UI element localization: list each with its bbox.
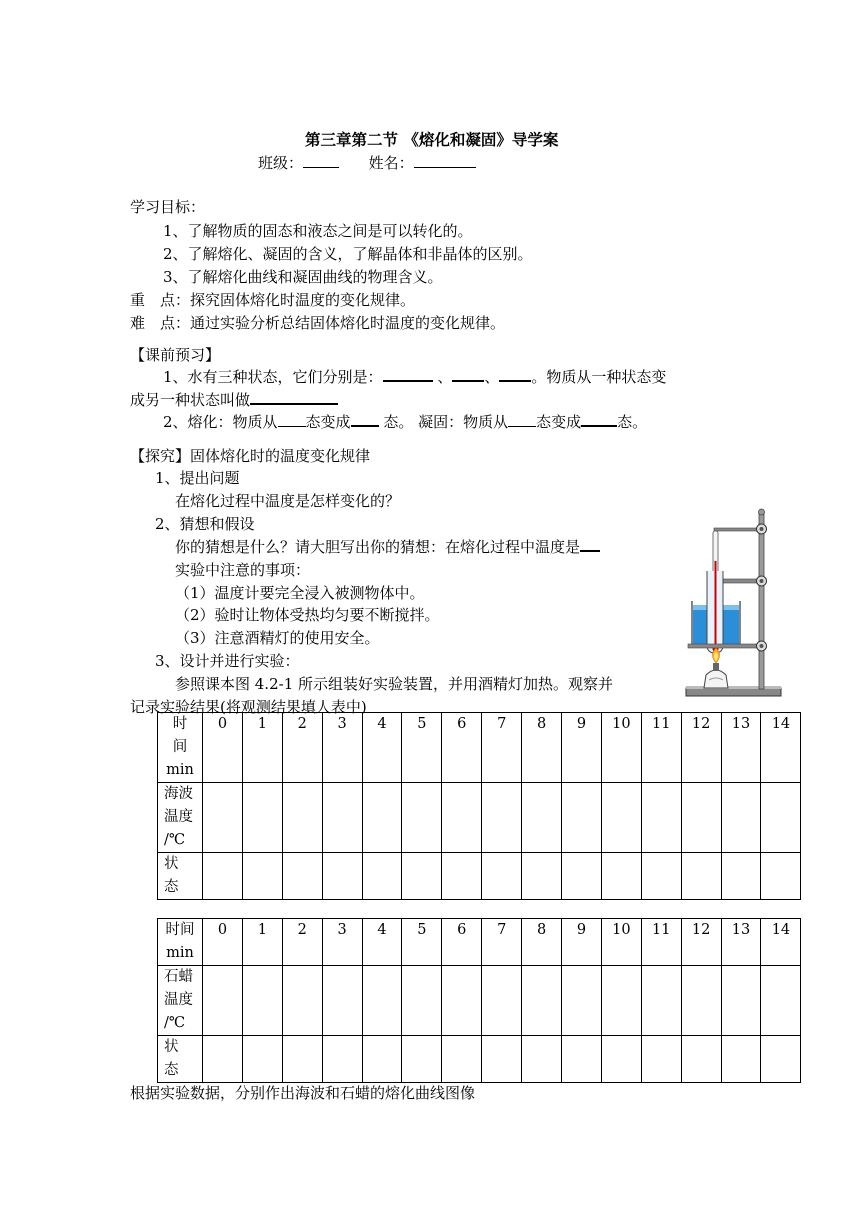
temp-input-cell[interactable] — [601, 783, 641, 853]
time-col-header: 13 — [721, 713, 761, 783]
state-input-cell[interactable] — [442, 1036, 482, 1083]
time-col-header: 9 — [562, 919, 602, 966]
state-input-cell[interactable] — [482, 1036, 522, 1083]
inquiry-step-2: 2、猜想和假设 — [155, 515, 255, 533]
preview-q1-text: 。物质从一种状态变 — [531, 368, 667, 386]
time-col-header: 9 — [562, 713, 602, 783]
paraffin-data-table — [157, 918, 801, 1083]
preview-q2-text: 态变成 — [536, 413, 582, 431]
temp-input-cell[interactable] — [362, 783, 402, 853]
state-input-cell[interactable] — [721, 1036, 761, 1083]
state-input-cell[interactable] — [562, 853, 602, 900]
table-row — [158, 783, 801, 853]
state-input-cell[interactable] — [203, 853, 243, 900]
inquiry-step-1-text: 在熔化过程中温度是怎样变化的？ — [175, 492, 401, 510]
table-row — [158, 919, 801, 966]
temp-input-cell[interactable] — [761, 966, 801, 1036]
difficulty-point: 难 点：通过实验分析总结固体熔化时温度的变化规律。 — [130, 314, 506, 332]
temp-input-cell[interactable] — [402, 966, 442, 1036]
table-row — [158, 853, 801, 900]
time-col-header: 8 — [522, 919, 562, 966]
state-input-cell[interactable] — [482, 853, 522, 900]
footer-instruction: 根据实验数据，分别作出海波和石蜡的熔化曲线图像 — [130, 1084, 476, 1102]
temp-input-cell[interactable] — [282, 783, 322, 853]
temp-input-cell[interactable] — [322, 966, 362, 1036]
notes-heading: 实验中注意的事项： — [175, 561, 311, 579]
table-row — [158, 966, 801, 1036]
temp-input-cell[interactable] — [761, 783, 801, 853]
guess-text: 你的猜想是什么？请大胆写出你的猜想：在熔化过程中温度是 — [175, 538, 581, 556]
state-input-cell[interactable] — [721, 853, 761, 900]
state-input-cell[interactable] — [442, 853, 482, 900]
temp-input-cell[interactable] — [203, 966, 243, 1036]
state-header-cell: 状 态 — [158, 1036, 203, 1083]
class-blank[interactable] — [303, 153, 339, 168]
time-col-header: 6 — [442, 919, 482, 966]
key-point: 重 点：探究固体熔化时温度的变化规律。 — [130, 291, 416, 309]
temp-input-cell[interactable] — [402, 783, 442, 853]
inquiry-step-3-text: 参照课本图 4.2-1 所示组装好实验装置，并用酒精灯加热。观察并 — [175, 675, 614, 693]
inquiry-step-2-text — [175, 536, 600, 557]
state-input-cell[interactable] — [681, 1036, 721, 1083]
temp-input-cell[interactable] — [721, 966, 761, 1036]
inquiry-step-3: 3、设计并进行实验： — [155, 652, 300, 670]
inquiry-heading: 【探究】固体熔化时的温度变化规律 — [130, 447, 371, 465]
state-input-cell[interactable] — [601, 1036, 641, 1083]
time-col-header: 4 — [362, 713, 402, 783]
time-col-header: 13 — [721, 919, 761, 966]
temp-header-cell: 石蜡 温度 /℃ — [158, 966, 203, 1036]
state-input-cell[interactable] — [362, 853, 402, 900]
state-input-cell[interactable] — [522, 1036, 562, 1083]
state-input-cell[interactable] — [402, 853, 442, 900]
preview-q2-text: 态。 凝固：物质从 — [378, 413, 509, 431]
objective-item: 3、了解熔化曲线和凝固曲线的物理含义。 — [163, 268, 443, 286]
time-col-header: 11 — [641, 713, 681, 783]
time-col-header: 7 — [482, 919, 522, 966]
temp-input-cell[interactable] — [641, 966, 681, 1036]
time-col-header: 2 — [282, 713, 322, 783]
objective-item: 1、了解物质的固态和液态之间是可以转化的。 — [163, 222, 473, 240]
class-name-line — [258, 152, 476, 173]
time-header-cell: 时间 min — [158, 919, 203, 966]
temp-input-cell[interactable] — [522, 783, 562, 853]
state-header-cell: 状 态 — [158, 853, 203, 900]
temp-input-cell[interactable] — [562, 966, 602, 1036]
preview-q1-text: 成另一种状态叫做 — [130, 391, 251, 409]
state-input-cell[interactable] — [282, 853, 322, 900]
table-row — [158, 1036, 801, 1083]
time-col-header: 1 — [242, 713, 282, 783]
separator: 、 — [432, 368, 453, 386]
objective-item: 2、了解熔化、凝固的含义，了解晶体和非晶体的区别。 — [163, 245, 533, 263]
temp-input-cell[interactable] — [482, 783, 522, 853]
page-title: 第三章第二节 《熔化和凝固》导学案 — [305, 130, 559, 149]
preview-q1-line1 — [163, 366, 666, 387]
state-input-cell[interactable] — [322, 853, 362, 900]
note-item: （2）验时让物体受热均匀要不断搅拌。 — [175, 606, 440, 624]
state-input-cell[interactable] — [203, 1036, 243, 1083]
state-input-cell[interactable] — [242, 1036, 282, 1083]
time-col-header: 10 — [601, 919, 641, 966]
time-col-header: 5 — [402, 919, 442, 966]
time-col-header: 11 — [641, 919, 681, 966]
temp-input-cell[interactable] — [362, 966, 402, 1036]
temp-input-cell[interactable] — [282, 966, 322, 1036]
state-input-cell[interactable] — [761, 853, 801, 900]
inquiry-step-1: 1、提出问题 — [155, 469, 240, 487]
temp-input-cell[interactable] — [442, 783, 482, 853]
state-input-cell[interactable] — [242, 853, 282, 900]
time-col-header: 0 — [203, 713, 243, 783]
blank-guess[interactable] — [580, 536, 600, 552]
blank-state-2[interactable] — [452, 366, 484, 382]
state-input-cell[interactable] — [641, 853, 681, 900]
preview-q2-text: 2、熔化：物质从 — [163, 413, 278, 431]
time-col-header: 10 — [601, 713, 641, 783]
blank-state-3[interactable] — [499, 366, 531, 382]
temp-input-cell[interactable] — [681, 783, 721, 853]
time-col-header: 14 — [761, 919, 801, 966]
haibo-data-table — [157, 712, 801, 900]
temp-input-cell[interactable] — [601, 966, 641, 1036]
state-input-cell[interactable] — [681, 853, 721, 900]
time-col-header: 4 — [362, 919, 402, 966]
blank-melting-to[interactable] — [351, 411, 379, 427]
state-input-cell[interactable] — [601, 853, 641, 900]
temp-input-cell[interactable] — [242, 783, 282, 853]
time-header-cell: 时 间 min — [158, 713, 203, 783]
temp-input-cell[interactable] — [203, 783, 243, 853]
time-col-header: 8 — [522, 713, 562, 783]
temp-input-cell[interactable] — [641, 783, 681, 853]
state-input-cell[interactable] — [402, 1036, 442, 1083]
blank-solidify-from[interactable] — [508, 412, 536, 427]
preview-q1-text: 1、水有三种状态，它们分别是： — [163, 368, 383, 386]
time-col-header: 7 — [482, 713, 522, 783]
preview-q1-line2 — [130, 389, 338, 410]
time-col-header: 6 — [442, 713, 482, 783]
state-input-cell[interactable] — [562, 1036, 602, 1083]
state-input-cell[interactable] — [362, 1036, 402, 1083]
state-input-cell[interactable] — [322, 1036, 362, 1083]
blank-state-change[interactable] — [250, 389, 338, 405]
separator: 、 — [484, 368, 500, 386]
temp-input-cell[interactable] — [322, 783, 362, 853]
preview-q2-line — [163, 411, 647, 432]
temp-input-cell[interactable] — [442, 966, 482, 1036]
time-col-header: 2 — [282, 919, 322, 966]
temp-header-cell: 海波 温度 /℃ — [158, 783, 203, 853]
objectives-heading: 学习目标： — [130, 198, 206, 216]
time-col-header: 12 — [681, 713, 721, 783]
state-input-cell[interactable] — [522, 853, 562, 900]
preview-q2-text: 态。 — [617, 413, 648, 431]
preview-q2-text: 态变成 — [305, 413, 351, 431]
temp-input-cell[interactable] — [681, 966, 721, 1036]
temp-input-cell[interactable] — [522, 966, 562, 1036]
class-label: 班级： — [258, 154, 304, 172]
melting-apparatus-illustration — [676, 505, 786, 701]
name-label: 姓名： — [368, 154, 414, 172]
time-col-header: 3 — [322, 713, 362, 783]
state-input-cell[interactable] — [282, 1036, 322, 1083]
state-input-cell[interactable] — [761, 1036, 801, 1083]
time-col-header: 12 — [681, 919, 721, 966]
state-input-cell[interactable] — [641, 1036, 681, 1083]
name-blank[interactable] — [414, 153, 476, 168]
time-col-header: 3 — [322, 919, 362, 966]
blank-melting-from[interactable] — [278, 412, 306, 427]
note-item: （3）注意酒精灯的使用安全。 — [175, 629, 380, 647]
temp-input-cell[interactable] — [242, 966, 282, 1036]
note-item: （1）温度计要完全浸入被测物体中。 — [175, 584, 425, 602]
time-col-header: 1 — [242, 919, 282, 966]
time-col-header: 0 — [203, 919, 243, 966]
temp-input-cell[interactable] — [562, 783, 602, 853]
blank-solidify-to[interactable] — [581, 411, 617, 427]
temp-input-cell[interactable] — [721, 783, 761, 853]
inquiry-step-3-text-cont: 记录实验结果(将观测结果填人表中) — [130, 698, 367, 716]
temp-input-cell[interactable] — [482, 966, 522, 1036]
time-col-header: 14 — [761, 713, 801, 783]
blank-state-1[interactable] — [383, 366, 433, 382]
table-row — [158, 713, 801, 783]
preview-heading: 【课前预习】 — [130, 346, 221, 364]
time-col-header: 5 — [402, 713, 442, 783]
